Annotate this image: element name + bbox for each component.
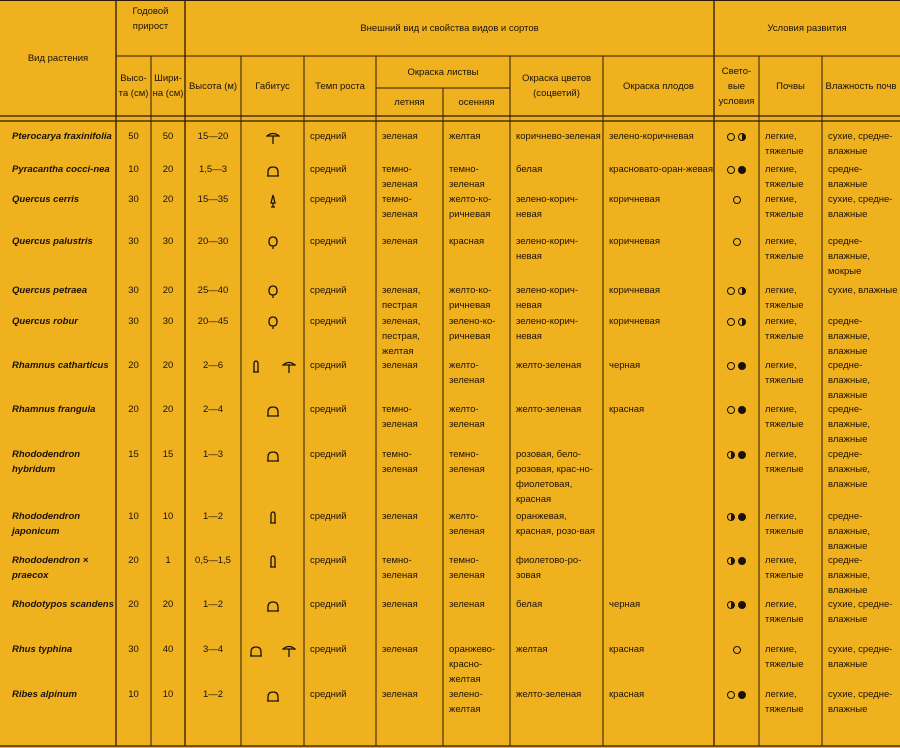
light-empty-icon [733, 238, 741, 246]
header-autumn: осенняя [458, 96, 495, 108]
moisture-cell: средне-влажные [828, 164, 868, 190]
habit-dome-icon [249, 644, 263, 658]
header-habit: Габитус [255, 80, 290, 92]
habit-oval-icon [266, 236, 280, 250]
flowers-cell: зелено-корич-невая [516, 236, 578, 262]
moisture-cell: средне-влажные, влажные [828, 511, 871, 552]
habit-dome-icon [266, 404, 280, 418]
light-half-icon [738, 133, 746, 141]
soil-cell: легкие, тяжелые [765, 644, 804, 670]
height-cell: 15—20 [197, 131, 229, 142]
light-cell [714, 233, 759, 282]
species-name: Rhododendron × praecox [12, 555, 89, 581]
light-empty-icon [727, 318, 735, 326]
height-cell: 1—2 [202, 511, 224, 522]
gh-cell: 20 [128, 555, 139, 566]
header-height: Высота (м) [188, 80, 238, 92]
species-name: Ribes alpinum [12, 689, 77, 700]
light-full-icon [738, 513, 746, 521]
light-cell [714, 191, 759, 233]
header-appearance: Внешний вид и свойства видов и сортов [360, 22, 539, 34]
habit-dome-icon [266, 599, 280, 613]
moisture-cell: средне-влажные, влажные [828, 316, 871, 357]
header-fruit-color: Окраска плодов [623, 80, 694, 92]
flowers-cell: зелено-корич-невая [516, 285, 578, 311]
fruits-cell: черная [609, 360, 641, 371]
rate-cell: средний [310, 511, 347, 522]
light-full-icon [738, 362, 746, 370]
height-cell: 2—4 [202, 404, 224, 415]
habit-pyramid-icon [266, 194, 280, 208]
summer-cell: темно-зеленая [382, 404, 418, 430]
autumn-cell: желтая [449, 131, 481, 142]
summer-cell: зеленая, пестрая [382, 285, 421, 311]
flowers-cell: белая [516, 164, 543, 175]
height-cell: 20—45 [197, 316, 229, 327]
autumn-cell: желто-зеленая [449, 404, 485, 430]
species-name: Rhodotypos scandens [12, 599, 114, 610]
habit-cell [241, 357, 304, 401]
species-name: Quercus petraea [12, 285, 87, 296]
fruits-cell: красная [609, 404, 645, 415]
fruits-cell [603, 552, 714, 596]
flowers-cell: желто-зеленая [516, 360, 582, 371]
rate-cell: средний [310, 131, 347, 142]
gh-cell: 10 [128, 164, 139, 175]
gh-cell: 20 [128, 360, 139, 371]
light-cell [714, 161, 759, 191]
autumn-cell: желто-зеленая [449, 360, 485, 386]
gw-cell: 30 [162, 316, 174, 327]
rate-cell: средний [310, 285, 347, 296]
gh-cell: 50 [128, 131, 139, 142]
fruits-cell: коричневая [609, 285, 660, 296]
moisture-cell: средне-влажные, мокрые [828, 236, 871, 277]
autumn-cell: красная [449, 236, 485, 247]
light-cell [714, 282, 759, 313]
habit-cell [241, 161, 304, 191]
flowers-cell: желто-зеленая [516, 689, 582, 700]
species-name: Rhus typhina [12, 644, 73, 655]
flowers-cell: желтая [516, 644, 548, 655]
soil-cell: легкие, тяжелые [765, 511, 804, 537]
light-cell [714, 313, 759, 357]
light-empty-icon [727, 133, 735, 141]
height-cell: 15—35 [197, 194, 229, 205]
gh-cell: 10 [128, 689, 139, 700]
light-half-icon [738, 287, 746, 295]
habit-umbrella-icon [266, 131, 280, 145]
habit-cell [241, 313, 304, 357]
header-light: Свето-вые условия [718, 65, 755, 107]
habit-dome-icon [266, 164, 280, 178]
soil-cell: легкие, тяжелые [765, 360, 804, 386]
gw-cell: 10 [162, 689, 174, 700]
light-empty-icon [727, 287, 735, 295]
autumn-cell: желто-ко-ричневая [449, 285, 492, 311]
header-annual-growth: Годовой прирост [132, 6, 169, 32]
habit-dome-icon [266, 689, 280, 703]
moisture-cell: средне-влажные, влажные [828, 360, 871, 401]
moisture-cell: средне-влажные, влажные [828, 449, 871, 490]
header-summer: летняя [394, 96, 425, 108]
light-full-icon [738, 557, 746, 565]
autumn-cell: зелено-желтая [449, 689, 483, 715]
habit-cell [241, 596, 304, 641]
soil-cell: легкие, тяжелые [765, 285, 804, 311]
gh-cell: 30 [128, 236, 139, 247]
light-cell [714, 552, 759, 596]
species-name: Quercus cerris [12, 194, 80, 205]
habit-cell [241, 233, 304, 282]
fruits-cell: коричневая [609, 194, 660, 205]
summer-cell: темно-зеленая [382, 164, 418, 190]
rate-cell: средний [310, 404, 347, 415]
moisture-cell: сухие, влажные [828, 285, 898, 296]
habit-column-icon [266, 511, 280, 525]
moisture-cell: сухие, средне-влажные [828, 689, 893, 715]
fruits-cell [603, 508, 714, 552]
gh-cell: 15 [128, 449, 139, 460]
rate-cell: средний [310, 236, 347, 247]
soil-cell: легкие, тяжелые [765, 555, 804, 581]
soil-cell: легкие, тяжелые [765, 194, 804, 220]
autumn-cell: оранжево-красно-желтая [449, 644, 496, 685]
species-name: Pterocarya fraxinifolia [12, 131, 112, 142]
header-moisture: Влажность почв [825, 80, 897, 92]
rate-cell: средний [310, 316, 347, 327]
gw-cell: 15 [162, 449, 174, 460]
habit-column-icon [266, 555, 280, 569]
habit-cell [241, 508, 304, 552]
habit-umbrella-icon [282, 360, 296, 374]
fruits-cell: красная [609, 689, 645, 700]
habit-umbrella-icon [282, 644, 296, 658]
gw-cell: 20 [162, 164, 174, 175]
summer-cell: зеленая [382, 644, 418, 655]
gh-cell: 30 [128, 316, 139, 327]
moisture-cell: средне-влажные, влажные [828, 404, 871, 445]
height-cell: 0,5—1,5 [195, 555, 231, 566]
light-empty-icon [733, 196, 741, 204]
moisture-cell: средне-влажные, влажные [828, 555, 871, 596]
autumn-cell: желто-зеленая [449, 511, 485, 537]
height-cell: 20—30 [197, 236, 229, 247]
gw-cell: 10 [162, 511, 174, 522]
species-name: Rhododendron japonicum [12, 511, 81, 537]
rate-cell: средний [310, 194, 347, 205]
summer-cell: темно-зеленая [382, 194, 418, 220]
soil-cell: легкие, тяжелые [765, 404, 804, 430]
soil-cell: легкие, тяжелые [765, 164, 804, 190]
rate-cell: средний [310, 449, 347, 460]
species-name: Rhamnus catharticus [12, 360, 109, 371]
height-cell: 1,5—3 [199, 164, 227, 175]
gh-cell: 30 [128, 644, 139, 655]
moisture-cell: сухие, средне-влажные [828, 644, 893, 670]
flowers-cell: зелено-корич-невая [516, 316, 578, 342]
rate-cell: средний [310, 555, 347, 566]
species-name: Pyracantha cocci-nea [12, 164, 110, 175]
light-cell [714, 446, 759, 508]
summer-cell: зеленая [382, 511, 418, 522]
autumn-cell: зеленая [449, 599, 485, 610]
header-growth-height: Высо-та (см) [118, 73, 149, 99]
flowers-cell: белая [516, 599, 543, 610]
flowers-cell: коричнево-зеленая [516, 131, 601, 142]
flowers-cell: зелено-корич-невая [516, 194, 578, 220]
header-growth-rate: Темп роста [315, 80, 365, 92]
light-full-icon [738, 691, 746, 699]
light-empty-icon [733, 646, 741, 654]
autumn-cell: темно-зеленая [449, 449, 485, 475]
gw-cell: 20 [162, 599, 174, 610]
autumn-cell: темно-зеленая [449, 555, 485, 581]
gh-cell: 10 [128, 511, 139, 522]
light-half-icon [727, 451, 735, 459]
rate-cell: средний [310, 689, 347, 700]
species-name: Rhododendron hybridum [12, 449, 81, 475]
light-full-icon [738, 166, 746, 174]
flowers-cell: желто-зеленая [516, 404, 582, 415]
gw-cell: 20 [162, 285, 174, 296]
autumn-cell: зелено-ко-ричневая [449, 316, 496, 342]
header-flower-color: Окраска цветов (соцветий) [521, 73, 592, 99]
habit-cell [241, 191, 304, 233]
habit-cell [241, 401, 304, 446]
header-soil: Почвы [776, 80, 805, 92]
gw-cell: 40 [162, 644, 174, 655]
rate-cell: средний [310, 644, 347, 655]
flowers-cell: фиолетово-ро-зовая [516, 555, 582, 581]
light-full-icon [738, 451, 746, 459]
summer-cell: зеленая [382, 131, 418, 142]
rate-cell: средний [310, 599, 347, 610]
light-empty-icon [727, 362, 735, 370]
summer-cell: зеленая [382, 236, 418, 247]
moisture-cell: сухие, средне-влажные [828, 599, 893, 625]
gw-cell: 20 [162, 194, 174, 205]
habit-cell [241, 686, 304, 740]
soil-cell: легкие, тяжелые [765, 449, 804, 475]
light-cell [714, 401, 759, 446]
height-cell: 1—2 [202, 599, 224, 610]
habit-cell [241, 552, 304, 596]
moisture-cell: сухие, средне-влажные [828, 194, 893, 220]
light-full-icon [738, 601, 746, 609]
summer-cell: зеленая [382, 689, 418, 700]
habit-column-icon [249, 360, 263, 374]
light-cell [714, 357, 759, 401]
header-leaf-color: Окраска листвы [407, 66, 479, 78]
moisture-cell: сухие, средне-влажные [828, 131, 893, 157]
flowers-cell: оранжевая, красная, розо-вая [516, 511, 595, 537]
fruits-cell: коричневая [609, 236, 660, 247]
fruits-cell: зелено-коричневая [609, 131, 694, 142]
light-half-icon [727, 557, 735, 565]
soil-cell: легкие, тяжелые [765, 689, 804, 715]
soil-cell: легкие, тяжелые [765, 236, 804, 262]
light-half-icon [727, 513, 735, 521]
species-name: Quercus robur [12, 316, 78, 327]
height-cell: 2—6 [202, 360, 224, 371]
summer-cell: темно-зеленая [382, 555, 418, 581]
rate-cell: средний [310, 164, 347, 175]
gw-cell: 20 [162, 404, 174, 415]
gw-cell: 1 [165, 555, 171, 566]
light-full-icon [738, 406, 746, 414]
gw-cell: 50 [162, 131, 174, 142]
height-cell: 25—40 [197, 285, 229, 296]
light-empty-icon [727, 166, 735, 174]
gw-cell: 20 [162, 360, 174, 371]
gh-cell: 20 [128, 599, 139, 610]
autumn-cell: желто-ко-ричневая [449, 194, 492, 220]
fruits-cell: красновато-оран-жевая [609, 164, 713, 175]
gh-cell: 20 [128, 404, 139, 415]
light-empty-icon [727, 406, 735, 414]
species-name: Quercus palustris [12, 236, 93, 247]
soil-cell: легкие, тяжелые [765, 131, 804, 157]
summer-cell: зеленая [382, 360, 418, 371]
light-cell [714, 641, 759, 686]
fruits-cell: коричневая [609, 316, 660, 327]
soil-cell: легкие, тяжелые [765, 316, 804, 342]
height-cell: 1—3 [202, 449, 224, 460]
autumn-cell: темно-зеленая [449, 164, 485, 190]
light-cell [714, 686, 759, 740]
habit-oval-icon [266, 316, 280, 330]
gw-cell: 30 [162, 236, 174, 247]
light-cell [714, 596, 759, 641]
habit-cell [241, 641, 304, 686]
habit-cell [241, 128, 304, 161]
gh-cell: 30 [128, 285, 139, 296]
habit-oval-icon [266, 285, 280, 299]
header-species: Вид растения [27, 52, 89, 64]
soil-cell: легкие, тяжелые [765, 599, 804, 625]
summer-cell: зеленая [382, 599, 418, 610]
rate-cell: средний [310, 360, 347, 371]
header-growth-width: Шири-на (см) [152, 73, 184, 99]
height-cell: 1—2 [202, 689, 224, 700]
light-cell [714, 128, 759, 161]
habit-dome-icon [266, 449, 280, 463]
fruits-cell: черная [609, 599, 641, 610]
light-half-icon [738, 318, 746, 326]
height-cell: 3—4 [202, 644, 224, 655]
species-name: Rhamnus frangula [12, 404, 96, 415]
light-half-icon [727, 601, 735, 609]
fruits-cell [603, 446, 714, 508]
light-empty-icon [727, 691, 735, 699]
flowers-cell: розовая, бело-розовая, крас-но-фиолетовая, красная [516, 449, 593, 505]
summer-cell: темно-зеленая [382, 449, 418, 475]
gh-cell: 30 [128, 194, 139, 205]
fruits-cell: красная [609, 644, 645, 655]
summer-cell: зеленая, пестрая, желтая [382, 316, 421, 357]
light-cell [714, 508, 759, 552]
header-conditions: Условия развития [767, 22, 847, 34]
habit-cell [241, 446, 304, 508]
habit-cell [241, 282, 304, 313]
